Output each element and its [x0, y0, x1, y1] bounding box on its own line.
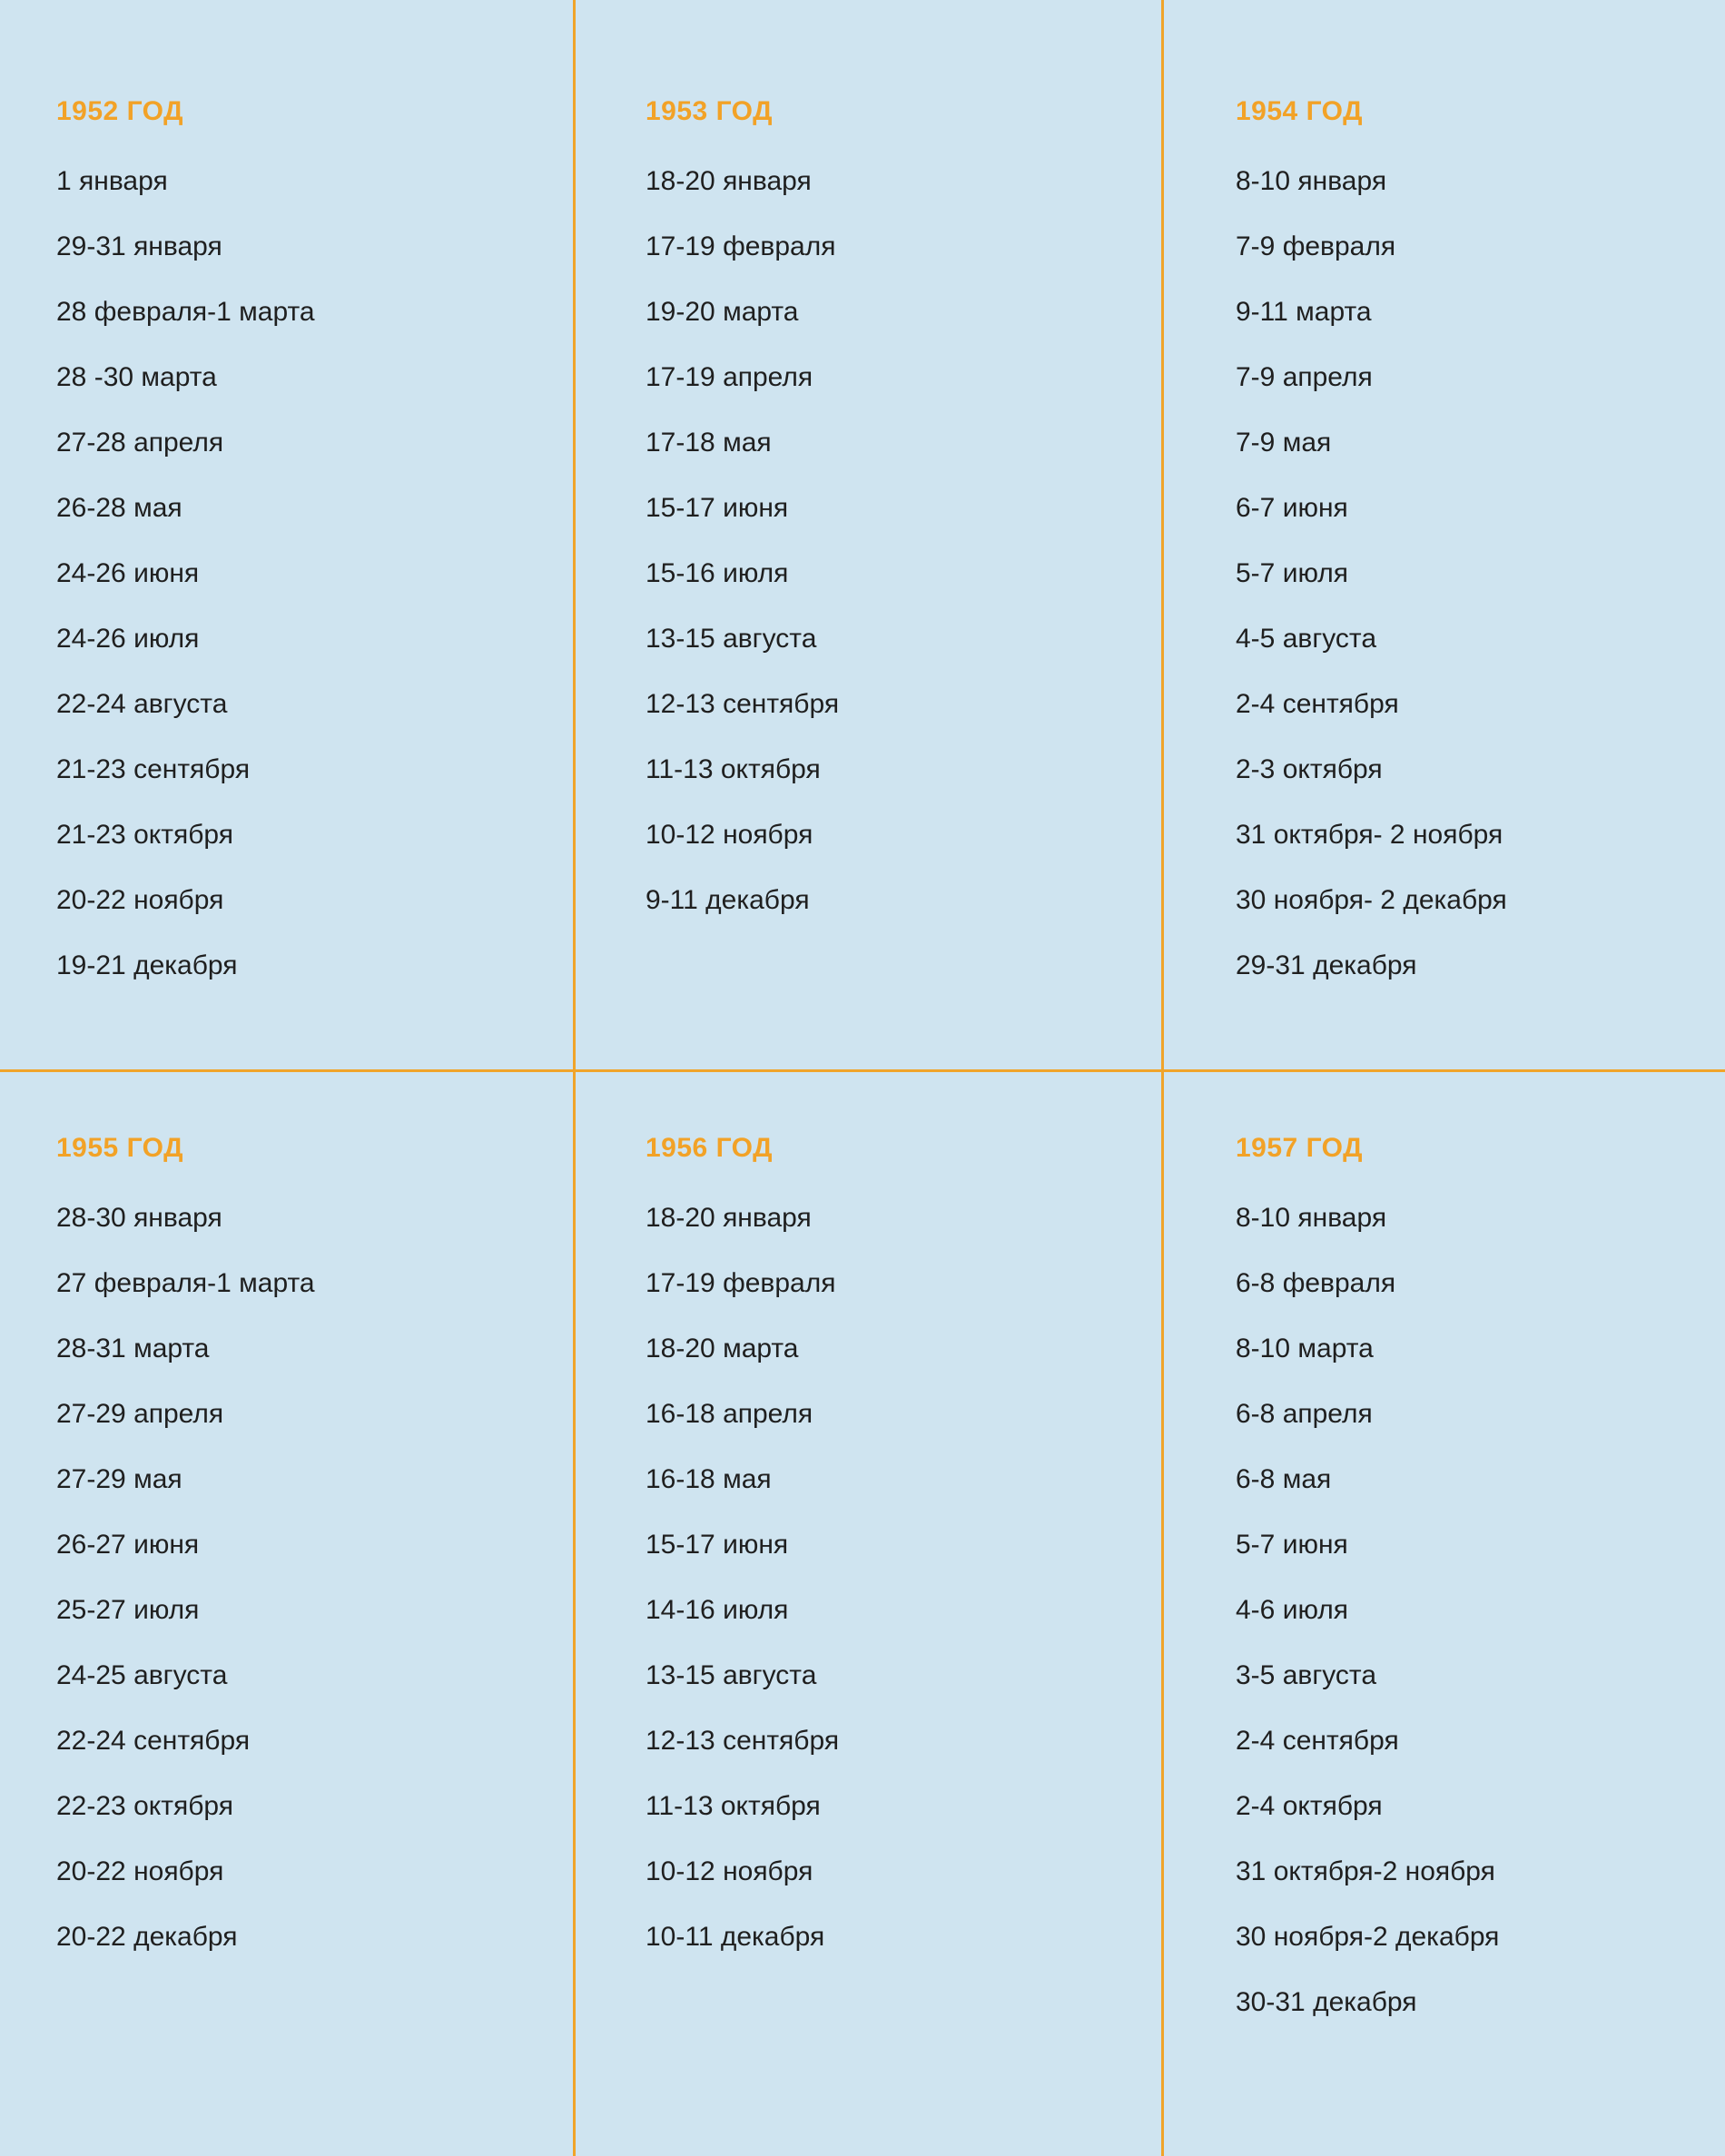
list-item: 10-12 ноября [646, 1856, 813, 1886]
list-item: 30 ноября- 2 декабря [1236, 885, 1507, 915]
year-title: 1954 ГОД [1236, 96, 1363, 126]
list-item: 18-20 марта [646, 1334, 799, 1363]
list-item: 12-13 сентября [646, 1726, 840, 1756]
date-list [56, 1186, 573, 1970]
list-item: 24-26 июля [56, 624, 200, 654]
date-list [646, 1186, 1161, 1970]
date-list [646, 149, 1161, 933]
list-item: 1 января [56, 166, 168, 196]
list-item: 27-29 мая [56, 1464, 182, 1494]
list-item: 27-28 апреля [56, 428, 224, 458]
year-title: 1952 ГОД [56, 96, 183, 126]
list-item: 17-19 февраля [646, 1268, 836, 1298]
list-item: 28 -30 марта [56, 362, 217, 392]
list-item: 14-16 июля [646, 1595, 789, 1625]
list-item: 3-5 августа [1236, 1660, 1377, 1690]
year-block-1953 [573, 0, 1161, 1069]
list-item: 2-4 сентября [1236, 1726, 1399, 1756]
date-list [1236, 149, 1725, 999]
list-item: 7-9 февраля [1236, 231, 1396, 261]
list-item: 9-11 марта [1236, 297, 1372, 327]
list-item: 27-29 апреля [56, 1399, 224, 1429]
list-item: 7-9 апреля [1236, 362, 1373, 392]
list-item: 10-12 ноября [646, 820, 813, 850]
list-item: 30-31 декабря [1236, 1987, 1417, 2017]
list-item: 26-27 июня [56, 1530, 200, 1560]
list-item: 9-11 декабря [646, 885, 810, 915]
year-block-1955 [0, 1069, 573, 2156]
list-item: 20-22 декабря [56, 1922, 238, 1952]
list-item: 6-7 июня [1236, 493, 1348, 523]
list-item: 20-22 ноября [56, 1856, 224, 1886]
list-item: 8-10 января [1236, 166, 1387, 196]
list-item: 4-6 июля [1236, 1595, 1349, 1625]
list-item: 2-4 октября [1236, 1791, 1383, 1821]
list-item: 15-17 июня [646, 1530, 789, 1560]
list-item: 7-9 мая [1236, 428, 1332, 458]
list-item: 13-15 августа [646, 1660, 817, 1690]
year-block-1954 [1161, 0, 1725, 1069]
list-item: 18-20 января [646, 1203, 812, 1233]
column-divider-2 [1161, 0, 1164, 2156]
list-item: 5-7 июля [1236, 558, 1349, 588]
list-item: 12-13 сентября [646, 689, 840, 719]
list-item: 28-31 марта [56, 1334, 210, 1363]
list-item: 21-23 октября [56, 820, 233, 850]
list-item: 18-20 января [646, 166, 812, 196]
list-item: 16-18 апреля [646, 1399, 813, 1429]
list-item: 2-4 сентября [1236, 689, 1399, 719]
list-item: 6-8 мая [1236, 1464, 1332, 1494]
year-title: 1957 ГОД [1236, 1133, 1363, 1163]
list-item: 24-25 августа [56, 1660, 228, 1690]
list-item: 31 октября-2 ноября [1236, 1856, 1495, 1886]
list-item: 19-21 декабря [56, 950, 238, 980]
list-item: 26-28 мая [56, 493, 182, 523]
list-item: 5-7 июня [1236, 1530, 1348, 1560]
list-item: 21-23 сентября [56, 754, 251, 784]
list-item: 28-30 января [56, 1203, 222, 1233]
list-item: 16-18 мая [646, 1464, 772, 1494]
list-item: 4-5 августа [1236, 624, 1377, 654]
list-item: 30 ноября-2 декабря [1236, 1922, 1500, 1952]
list-item: 13-15 августа [646, 624, 817, 654]
list-item: 19-20 марта [646, 297, 799, 327]
year-title: 1953 ГОД [646, 96, 773, 126]
year-title: 1956 ГОД [646, 1133, 773, 1163]
list-item: 22-24 августа [56, 689, 228, 719]
list-item: 22-23 октября [56, 1791, 233, 1821]
list-item: 17-19 апреля [646, 362, 813, 392]
list-item: 27 февраля-1 марта [56, 1268, 315, 1298]
year-block-1956 [573, 1069, 1161, 2156]
year-title: 1955 ГОД [56, 1133, 183, 1163]
date-list [1236, 1186, 1725, 2035]
list-item: 8-10 января [1236, 1203, 1387, 1233]
list-item: 29-31 января [56, 231, 222, 261]
list-item: 17-19 февраля [646, 231, 836, 261]
list-item: 11-13 октября [646, 754, 821, 784]
column-divider-1 [573, 0, 576, 2156]
list-item: 15-16 июля [646, 558, 789, 588]
row-divider [0, 1069, 1725, 1072]
list-item: 2-3 октября [1236, 754, 1383, 784]
list-item: 22-24 сентября [56, 1726, 251, 1756]
list-item: 6-8 апреля [1236, 1399, 1373, 1429]
list-item: 20-22 ноября [56, 885, 224, 915]
list-item: 25-27 июля [56, 1595, 200, 1625]
year-block-1952 [0, 0, 573, 1069]
list-item: 10-11 декабря [646, 1922, 825, 1952]
list-item: 29-31 декабря [1236, 950, 1417, 980]
list-item: 17-18 мая [646, 428, 772, 458]
list-item: 6-8 февраля [1236, 1268, 1396, 1298]
date-list [56, 149, 573, 999]
list-item: 24-26 июня [56, 558, 200, 588]
year-block-1957 [1161, 1069, 1725, 2156]
list-item: 15-17 июня [646, 493, 789, 523]
list-item: 31 октября- 2 ноября [1236, 820, 1503, 850]
list-item: 28 февраля-1 марта [56, 297, 315, 327]
list-item: 8-10 марта [1236, 1334, 1374, 1363]
list-item: 11-13 октября [646, 1791, 821, 1821]
